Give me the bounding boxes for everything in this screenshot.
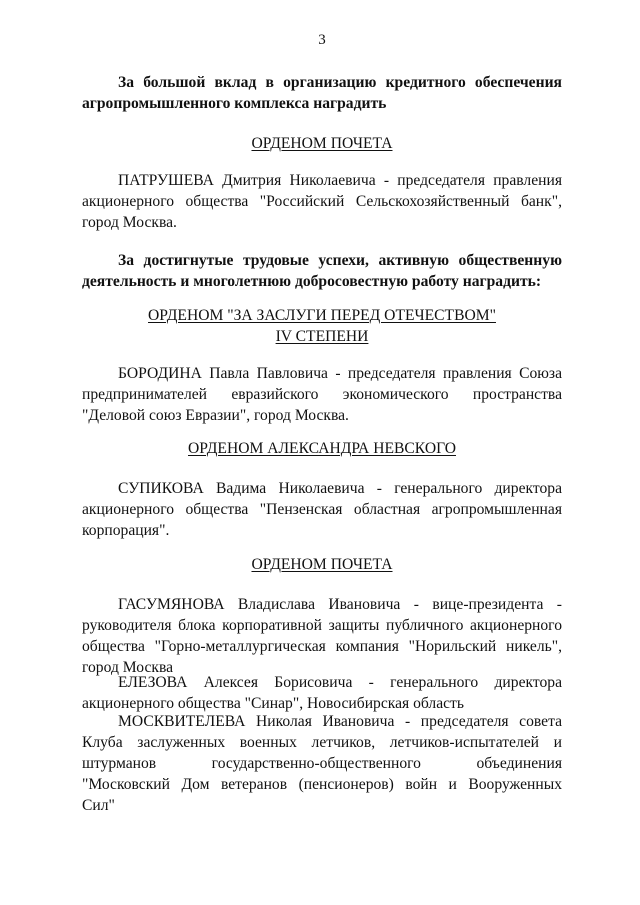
section-intro-labor <box>82 250 562 292</box>
text-line: За достигнутые трудовые успехи, активную общественную <box>118 252 562 269</box>
text-line: деятельность и многолетнюю добросовестную работу наградить: <box>82 273 542 290</box>
text-line: общества "Горно-металлургическая компания "Норильский никель", <box>82 638 562 655</box>
text-line: "Московский Дом ветеранов (пенсионеров) войн и Вооруженных <box>82 776 562 793</box>
text-line: город Москва. <box>82 214 177 231</box>
text-line: За большой вклад в организацию кредитного обеспечения <box>118 74 562 91</box>
recipient-borodin <box>82 363 562 426</box>
recipient-supikov <box>82 478 562 541</box>
text-line: акционерного общества "Российский Сельскохозяйственный банк", <box>82 193 562 210</box>
recipient-gasumyanov <box>82 594 562 678</box>
text-line: руководителя блока корпоративной защиты публичного акционерного <box>82 617 562 634</box>
text-line: штурманов государственно-общественного объединения <box>82 755 562 772</box>
text-line: Клуба заслуженных военных летчиков, летчиков-испытателей и <box>82 734 562 751</box>
heading-line: ОРДЕНОМ ПОЧЕТА <box>251 556 393 573</box>
text-line: агропромышленного комплекса наградить <box>82 95 387 112</box>
heading-line: ОРДЕНОМ "ЗА ЗАСЛУГИ ПЕРЕД ОТЕЧЕСТВОМ" <box>148 307 496 324</box>
text-line: город Москва <box>82 659 174 676</box>
text-line: СУПИКОВА Вадима Николаевича - генерального директора <box>118 480 562 497</box>
page-number: 3 <box>318 32 326 48</box>
text-line: акционерного общества "Пензенская областная агропромышленная <box>82 501 562 518</box>
heading-line: IV СТЕПЕНИ <box>275 328 369 345</box>
recipient-patrushev <box>82 170 562 233</box>
text-line: ПАТРУШЕВА Дмитрия Николаевича - председателя правления <box>118 172 562 189</box>
recipient-moskvitelev <box>82 711 562 816</box>
award-heading-order-of-honor <box>82 133 562 154</box>
text-line: БОРОДИНА Павла Павловича - председателя правления Союза <box>118 365 562 382</box>
recipient-elezov <box>82 672 562 714</box>
text-line: ЕЛЕЗОВА Алексея Борисовича - генерального директора <box>118 674 562 691</box>
heading-line: ОРДЕНОМ ПОЧЕТА <box>251 135 393 152</box>
text-line: ГАСУМЯНОВА Владислава Ивановича - вице-президента - <box>118 596 562 613</box>
text-line: "Деловой союз Евразии", город Москва. <box>82 407 349 424</box>
text-line: акционерного общества "Синар", Новосибирская область <box>82 695 464 712</box>
award-heading-merit-fatherland <box>82 305 562 347</box>
text-line: предпринимателей евразийского экономического пространства <box>82 386 562 403</box>
award-heading-order-of-honor-2 <box>82 554 562 575</box>
text-line: МОСКВИТЕЛЕВА Николая Ивановича - председателя совета <box>118 713 562 730</box>
award-heading-alexander-nevsky <box>82 438 562 459</box>
heading-line: ОРДЕНОМ АЛЕКСАНДРА НЕВСКОГО <box>188 440 456 457</box>
text-line: корпорация". <box>82 522 170 539</box>
section-intro-credit <box>82 72 562 114</box>
text-line: Сил" <box>82 797 115 814</box>
